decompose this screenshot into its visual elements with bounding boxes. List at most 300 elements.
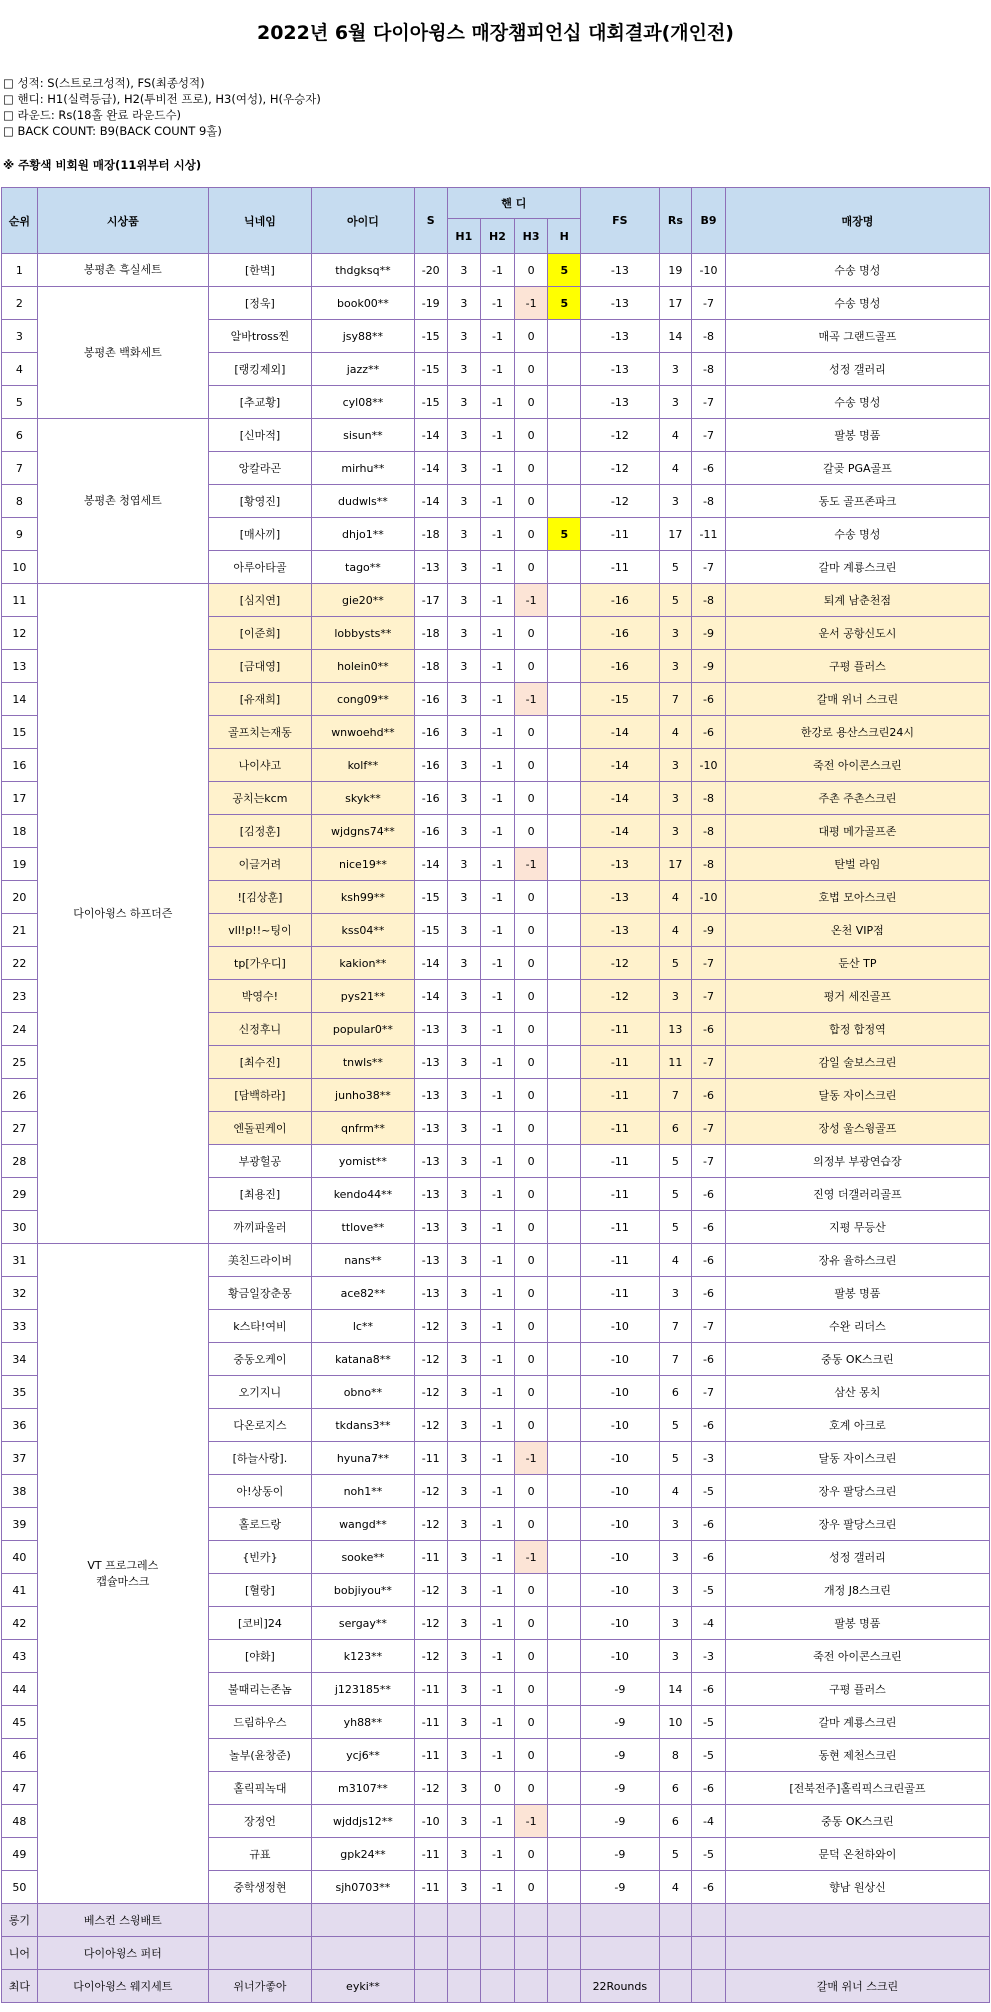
b9-cell: -3	[692, 1442, 726, 1475]
fs-cell: -9	[581, 1739, 660, 1772]
h2-cell: -1	[481, 947, 515, 980]
id-cell: dhjo1**	[311, 518, 414, 551]
score-cell: -13	[414, 551, 447, 584]
award-fs-cell	[581, 1937, 660, 1970]
h1-cell: 3	[447, 1871, 481, 1904]
store-cell: 갈마 계룡스크린	[725, 1706, 989, 1739]
rs-cell: 17	[659, 848, 692, 881]
nickname-cell: 美친드라이버	[208, 1244, 311, 1277]
id-cell: mirhu**	[311, 452, 414, 485]
results-table	[1, 187, 990, 2003]
h-cell	[548, 1343, 581, 1376]
h-cell	[548, 881, 581, 914]
fs-cell: -11	[581, 1145, 660, 1178]
h1-cell: 3	[447, 782, 481, 815]
rank-cell: 36	[2, 1409, 38, 1442]
score-cell: -16	[414, 716, 447, 749]
store-cell: 수완 리더스	[725, 1310, 989, 1343]
h2-cell: -1	[481, 1805, 515, 1838]
fs-cell: -11	[581, 1013, 660, 1046]
rank-cell: 19	[2, 848, 38, 881]
fs-cell: -11	[581, 1112, 660, 1145]
h3-cell: -1	[514, 287, 548, 320]
score-cell: -13	[414, 1244, 447, 1277]
nickname-cell: 까끼파울러	[208, 1211, 311, 1244]
rank-cell: 50	[2, 1871, 38, 1904]
h3-cell: -1	[514, 683, 548, 716]
fs-cell: -9	[581, 1871, 660, 1904]
rs-cell: 5	[659, 1211, 692, 1244]
store-cell: 매곡 그랜드골프	[725, 320, 989, 353]
rank-cell: 28	[2, 1145, 38, 1178]
rank-cell: 43	[2, 1640, 38, 1673]
h3-cell: 0	[514, 518, 548, 551]
score-cell: -12	[414, 1508, 447, 1541]
nickname-cell: 장정언	[208, 1805, 311, 1838]
b9-cell: -8	[692, 353, 726, 386]
nickname-cell: [황영진]	[208, 485, 311, 518]
id-cell: tago**	[311, 551, 414, 584]
h2-cell: -1	[481, 1409, 515, 1442]
note-backcount: □ BACK COUNT: B9(BACK COUNT 9홀)	[3, 124, 222, 138]
h3-cell: 0	[514, 1178, 548, 1211]
fs-cell: -13	[581, 287, 660, 320]
rank-cell: 6	[2, 419, 38, 452]
h1-cell: 3	[447, 287, 481, 320]
h1-cell: 3	[447, 1442, 481, 1475]
score-cell: -13	[414, 1211, 447, 1244]
note-rounds: □ 라운드: Rs(18홀 완료 라운드수)	[3, 108, 182, 122]
h3-cell: 0	[514, 1244, 548, 1277]
store-cell: 대평 메가골프존	[725, 815, 989, 848]
id-cell: tnwls**	[311, 1046, 414, 1079]
id-cell: junho38**	[311, 1079, 414, 1112]
b9-cell: -7	[692, 1376, 726, 1409]
h1-cell: 3	[447, 1805, 481, 1838]
store-cell: 감일 술보스크린	[725, 1046, 989, 1079]
h1-cell: 3	[447, 683, 481, 716]
empty-cell	[447, 1904, 481, 1937]
header-rs: Rs	[659, 188, 692, 254]
rank-cell: 22	[2, 947, 38, 980]
rank-cell: 12	[2, 617, 38, 650]
rs-cell: 3	[659, 782, 692, 815]
nickname-cell: 규표	[208, 1838, 311, 1871]
b9-cell: -8	[692, 848, 726, 881]
h3-cell: 0	[514, 551, 548, 584]
id-cell: pys21**	[311, 980, 414, 1013]
store-cell: 수송 명성	[725, 254, 989, 287]
score-cell: -14	[414, 452, 447, 485]
header-h: H	[548, 219, 581, 254]
award-id-cell	[311, 1904, 414, 1937]
h2-cell: -1	[481, 1046, 515, 1079]
nickname-cell: 드림하우스	[208, 1706, 311, 1739]
h3-cell: 0	[514, 320, 548, 353]
note-handicap: □ 핸디: H1(실력등급), H2(투비전 프로), H3(여성), H(우승자)	[3, 92, 321, 106]
rank-cell: 38	[2, 1475, 38, 1508]
rank-cell: 23	[2, 980, 38, 1013]
rank-cell: 46	[2, 1739, 38, 1772]
h2-cell: -1	[481, 485, 515, 518]
rank-cell: 11	[2, 584, 38, 617]
h1-cell: 3	[447, 1310, 481, 1343]
header-h1: H1	[447, 219, 481, 254]
rs-cell: 17	[659, 287, 692, 320]
store-cell: 운서 공항신도시	[725, 617, 989, 650]
rank-cell: 21	[2, 914, 38, 947]
h3-cell: 0	[514, 1607, 548, 1640]
empty-cell	[414, 1970, 447, 2003]
award-prize-cell: 다이아윙스 퍼터	[37, 1937, 208, 1970]
store-cell: 중동 OK스크린	[725, 1343, 989, 1376]
b9-cell: -5	[692, 1838, 726, 1871]
h-cell	[548, 1541, 581, 1574]
rank-cell: 2	[2, 287, 38, 320]
nickname-cell: [신마적]	[208, 419, 311, 452]
rs-cell: 3	[659, 1607, 692, 1640]
id-cell: j123185**	[311, 1673, 414, 1706]
store-cell: 호계 아크로	[725, 1409, 989, 1442]
h-cell	[548, 1244, 581, 1277]
fs-cell: -16	[581, 617, 660, 650]
store-cell: 장우 팔당스크린	[725, 1508, 989, 1541]
nickname-cell: 놀부(윤창준)	[208, 1739, 311, 1772]
fs-cell: -13	[581, 848, 660, 881]
h2-cell: 0	[481, 1772, 515, 1805]
rs-cell: 11	[659, 1046, 692, 1079]
b9-cell: -7	[692, 980, 726, 1013]
h-cell	[548, 617, 581, 650]
b9-cell: -6	[692, 1541, 726, 1574]
rank-cell: 31	[2, 1244, 38, 1277]
award-fs-cell	[581, 1904, 660, 1937]
score-cell: -15	[414, 386, 447, 419]
empty-cell	[548, 1937, 581, 1970]
score-cell: -17	[414, 584, 447, 617]
h-cell	[548, 716, 581, 749]
h-cell	[548, 353, 581, 386]
score-cell: -13	[414, 1013, 447, 1046]
b9-cell: -6	[692, 1772, 726, 1805]
score-cell: -12	[414, 1607, 447, 1640]
fs-cell: -13	[581, 254, 660, 287]
id-cell: qnfrm**	[311, 1112, 414, 1145]
id-cell: kss04**	[311, 914, 414, 947]
h-cell	[548, 1607, 581, 1640]
store-cell: 장성 울스윙골프	[725, 1112, 989, 1145]
score-cell: -19	[414, 287, 447, 320]
score-cell: -18	[414, 650, 447, 683]
h1-cell: 3	[447, 1607, 481, 1640]
header-h2: H2	[481, 219, 515, 254]
rs-cell: 3	[659, 1541, 692, 1574]
fs-cell: -9	[581, 1772, 660, 1805]
h3-cell: -1	[514, 1541, 548, 1574]
rank-cell: 45	[2, 1706, 38, 1739]
rank-cell: 20	[2, 881, 38, 914]
store-cell: 향남 원상신	[725, 1871, 989, 1904]
fs-cell: -9	[581, 1673, 660, 1706]
rs-cell: 3	[659, 815, 692, 848]
rs-cell: 3	[659, 353, 692, 386]
score-cell: -11	[414, 1442, 447, 1475]
id-cell: sjh0703**	[311, 1871, 414, 1904]
h-cell	[548, 1112, 581, 1145]
id-cell: gie20**	[311, 584, 414, 617]
h3-cell: 0	[514, 1409, 548, 1442]
score-cell: -16	[414, 749, 447, 782]
store-cell: 온천 VIP점	[725, 914, 989, 947]
h1-cell: 3	[447, 1046, 481, 1079]
fs-cell: -14	[581, 716, 660, 749]
h-cell	[548, 980, 581, 1013]
h-cell	[548, 1409, 581, 1442]
nickname-cell: [정욱]	[208, 287, 311, 320]
page-title: 2022년 6월 다이아윙스 매장챔피언십 대회결과(개인전)	[256, 22, 734, 44]
b9-cell: -6	[692, 1211, 726, 1244]
h-cell	[548, 914, 581, 947]
fs-cell: -11	[581, 518, 660, 551]
nickname-cell: 홀릭픽녹대	[208, 1772, 311, 1805]
h1-cell: 3	[447, 584, 481, 617]
id-cell: lc**	[311, 1310, 414, 1343]
award-type-cell: 니어	[2, 1937, 38, 1970]
fs-cell: -11	[581, 1079, 660, 1112]
prize-cell: 다이아윙스 하프더즌	[37, 584, 208, 1244]
table-row	[2, 1244, 990, 1277]
b9-cell: -4	[692, 1805, 726, 1838]
nickname-cell: 이글거려	[208, 848, 311, 881]
h-cell	[548, 1211, 581, 1244]
store-cell: 팔봉 명품	[725, 419, 989, 452]
score-cell: -11	[414, 1871, 447, 1904]
h2-cell: -1	[481, 1673, 515, 1706]
id-cell: kakion**	[311, 947, 414, 980]
h2-cell: -1	[481, 1112, 515, 1145]
h3-cell: 0	[514, 1046, 548, 1079]
store-cell: 호법 모아스크린	[725, 881, 989, 914]
rank-cell: 26	[2, 1079, 38, 1112]
rs-cell: 3	[659, 386, 692, 419]
fs-cell: -11	[581, 1211, 660, 1244]
h3-cell: 0	[514, 914, 548, 947]
nickname-cell: [하늘사랑].	[208, 1442, 311, 1475]
h1-cell: 3	[447, 716, 481, 749]
store-cell: 합정 합정역	[725, 1013, 989, 1046]
h-cell	[548, 683, 581, 716]
store-cell: 수송 명성	[725, 386, 989, 419]
nickname-cell: 알바tross찐	[208, 320, 311, 353]
rs-cell: 5	[659, 1145, 692, 1178]
h1-cell: 3	[447, 1409, 481, 1442]
award-prize-cell: 다이아윙스 웨지세트	[37, 1970, 208, 2003]
nickname-cell: [최수진]	[208, 1046, 311, 1079]
h3-cell: 0	[514, 815, 548, 848]
h2-cell: -1	[481, 1739, 515, 1772]
h-cell	[548, 815, 581, 848]
score-cell: -15	[414, 353, 447, 386]
id-cell: wjddjs12**	[311, 1805, 414, 1838]
h3-cell: 0	[514, 452, 548, 485]
score-cell: -13	[414, 1046, 447, 1079]
rs-cell: 13	[659, 1013, 692, 1046]
h1-cell: 3	[447, 617, 481, 650]
nickname-cell: 다온로지스	[208, 1409, 311, 1442]
h2-cell: -1	[481, 683, 515, 716]
nickname-cell: [금대영]	[208, 650, 311, 683]
b9-cell: -7	[692, 947, 726, 980]
h3-cell: 0	[514, 980, 548, 1013]
score-cell: -11	[414, 1739, 447, 1772]
results-body	[2, 254, 990, 2003]
store-cell: [전북전주]홀릭픽스크린골프	[725, 1772, 989, 1805]
rs-cell: 10	[659, 1706, 692, 1739]
h1-cell: 3	[447, 320, 481, 353]
nickname-cell: 불때리는존놈	[208, 1673, 311, 1706]
h2-cell: -1	[481, 617, 515, 650]
prize-cell: 봉평촌 흑실세트	[37, 254, 208, 287]
score-cell: -13	[414, 1112, 447, 1145]
h1-cell: 3	[447, 1574, 481, 1607]
store-cell: 성정 갤러리	[725, 353, 989, 386]
h3-cell: 0	[514, 1310, 548, 1343]
nickname-cell: 엔돌핀케이	[208, 1112, 311, 1145]
h3-cell: 0	[514, 716, 548, 749]
id-cell: gpk24**	[311, 1838, 414, 1871]
fs-cell: -10	[581, 1310, 660, 1343]
empty-cell	[481, 1937, 515, 1970]
h-cell	[548, 1739, 581, 1772]
nickname-cell: vll!p!!~팅이	[208, 914, 311, 947]
h-cell	[548, 1376, 581, 1409]
fs-cell: -10	[581, 1541, 660, 1574]
nickname-cell: [담백하라]	[208, 1079, 311, 1112]
h1-cell: 3	[447, 1343, 481, 1376]
award-prize-cell: 베스컨 스윙배트	[37, 1904, 208, 1937]
store-cell: 갈매 위너 스크린	[725, 683, 989, 716]
nickname-cell: 오기지니	[208, 1376, 311, 1409]
rs-cell: 6	[659, 1772, 692, 1805]
store-cell: 수송 명성	[725, 287, 989, 320]
header-prize: 시상품	[37, 188, 208, 254]
header-s: S	[414, 188, 447, 254]
h3-cell: -1	[514, 848, 548, 881]
rs-cell: 7	[659, 1079, 692, 1112]
h-cell	[548, 584, 581, 617]
score-cell: -16	[414, 815, 447, 848]
h1-cell: 3	[447, 1145, 481, 1178]
h2-cell: -1	[481, 716, 515, 749]
fs-cell: -15	[581, 683, 660, 716]
h-cell	[548, 1574, 581, 1607]
nickname-cell: 공치는kcm	[208, 782, 311, 815]
id-cell: katana8**	[311, 1343, 414, 1376]
fs-cell: -11	[581, 1178, 660, 1211]
nickname-cell: tp[가우디]	[208, 947, 311, 980]
fs-cell: -12	[581, 980, 660, 1013]
h3-cell: 0	[514, 1739, 548, 1772]
b9-cell: -6	[692, 1871, 726, 1904]
b9-cell: -10	[692, 254, 726, 287]
fs-cell: -12	[581, 419, 660, 452]
nickname-cell: 아!상동이	[208, 1475, 311, 1508]
id-cell: m3107**	[311, 1772, 414, 1805]
fs-cell: -16	[581, 650, 660, 683]
h-cell	[548, 947, 581, 980]
h3-cell: 0	[514, 1508, 548, 1541]
store-cell: 달동 자이스크린	[725, 1442, 989, 1475]
rs-cell: 14	[659, 320, 692, 353]
id-cell: popular0**	[311, 1013, 414, 1046]
h3-cell: 0	[514, 1343, 548, 1376]
header-b9: B9	[692, 188, 726, 254]
h3-cell: -1	[514, 1805, 548, 1838]
score-cell: -16	[414, 782, 447, 815]
b9-cell: -7	[692, 1310, 726, 1343]
h2-cell: -1	[481, 287, 515, 320]
store-cell: 퇴계 남춘천점	[725, 584, 989, 617]
store-cell: 중동 OK스크린	[725, 1805, 989, 1838]
h2-cell: -1	[481, 1178, 515, 1211]
fs-cell: -13	[581, 386, 660, 419]
score-cell: -16	[414, 683, 447, 716]
store-cell: 지평 무등산	[725, 1211, 989, 1244]
id-cell: nans**	[311, 1244, 414, 1277]
nickname-cell: 박영수!	[208, 980, 311, 1013]
nickname-cell: 골프치는재동	[208, 716, 311, 749]
store-cell: 의정부 부광연습장	[725, 1145, 989, 1178]
fs-cell: -10	[581, 1376, 660, 1409]
id-cell: wjdgns74**	[311, 815, 414, 848]
h1-cell: 3	[447, 1079, 481, 1112]
h2-cell: -1	[481, 848, 515, 881]
h-cell	[548, 1079, 581, 1112]
id-cell: sergay**	[311, 1607, 414, 1640]
rs-cell: 4	[659, 881, 692, 914]
h1-cell: 3	[447, 1244, 481, 1277]
score-cell: -18	[414, 617, 447, 650]
special-award-row	[2, 1937, 990, 1970]
b9-cell: -9	[692, 617, 726, 650]
header-id: 아이디	[311, 188, 414, 254]
rs-cell: 14	[659, 1673, 692, 1706]
h-cell	[548, 320, 581, 353]
h-cell	[548, 1277, 581, 1310]
nickname-cell: [매사끼]	[208, 518, 311, 551]
h2-cell: -1	[481, 1013, 515, 1046]
award-store-cell	[725, 1904, 989, 1937]
h2-cell: -1	[481, 749, 515, 782]
store-cell: 개정 J8스크린	[725, 1574, 989, 1607]
fs-cell: -10	[581, 1475, 660, 1508]
fs-cell: -13	[581, 353, 660, 386]
h2-cell: -1	[481, 881, 515, 914]
empty-cell	[514, 1970, 548, 2003]
rs-cell: 3	[659, 617, 692, 650]
rs-cell: 7	[659, 1310, 692, 1343]
nickname-cell: 홀로드랑	[208, 1508, 311, 1541]
h3-cell: 0	[514, 1640, 548, 1673]
h2-cell: -1	[481, 1607, 515, 1640]
h2-cell: -1	[481, 1640, 515, 1673]
rs-cell: 3	[659, 749, 692, 782]
id-cell: obno**	[311, 1376, 414, 1409]
rs-cell: 3	[659, 650, 692, 683]
score-cell: -14	[414, 980, 447, 1013]
rs-cell: 7	[659, 1343, 692, 1376]
score-cell: -13	[414, 1178, 447, 1211]
